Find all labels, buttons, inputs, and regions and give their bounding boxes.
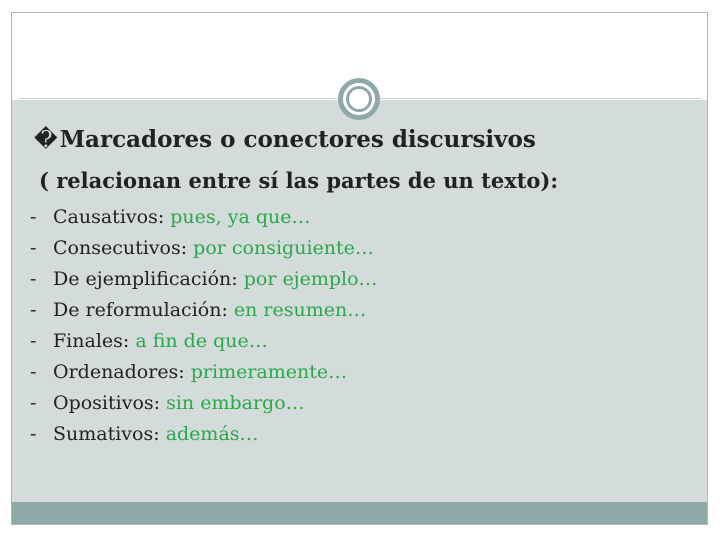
connector-list [30, 202, 378, 450]
item-example: por ejemplo… [243, 268, 378, 290]
slide-title-text: Marcadores o conectores discursivos [59, 126, 536, 153]
dash-bullet: - [30, 237, 37, 259]
list-item [30, 357, 378, 388]
dash-bullet: - [30, 206, 37, 228]
list-item [30, 202, 378, 233]
item-example: sin embargo… [166, 392, 305, 414]
slide-subtitle: ( relacionan entre sí las partes de un texto): [39, 168, 559, 193]
list-item [30, 388, 378, 419]
slide-title [34, 126, 536, 153]
item-term: De reformulación: [53, 299, 228, 321]
list-item [30, 233, 378, 264]
list-item [30, 419, 378, 450]
item-term: Consecutivos: [53, 237, 188, 259]
dash-bullet: - [30, 330, 37, 352]
item-example: por consiguiente… [193, 237, 374, 259]
dash-bullet: - [30, 268, 37, 290]
list-item [30, 264, 378, 295]
list-item [30, 326, 378, 357]
item-term: Causativos: [53, 206, 165, 228]
item-example: primeramente… [190, 361, 348, 383]
item-example: pues, ya que… [170, 206, 311, 228]
item-term: De ejemplificación: [53, 268, 238, 290]
dash-bullet: - [30, 361, 37, 383]
dash-bullet: - [30, 423, 37, 445]
dash-bullet: - [30, 299, 37, 321]
item-example: además… [165, 423, 259, 445]
item-term: Ordenadores: [53, 361, 185, 383]
list-item [30, 295, 378, 326]
item-example: a fin de que… [135, 330, 268, 352]
item-example: en resumen… [233, 299, 367, 321]
item-term: Opositivos: [53, 392, 161, 414]
item-term: Finales: [53, 330, 130, 352]
item-term: Sumativos: [53, 423, 160, 445]
circle-ornament-icon [338, 78, 380, 120]
dash-bullet: - [30, 392, 37, 414]
bullet-glyph-icon: � [34, 127, 58, 153]
